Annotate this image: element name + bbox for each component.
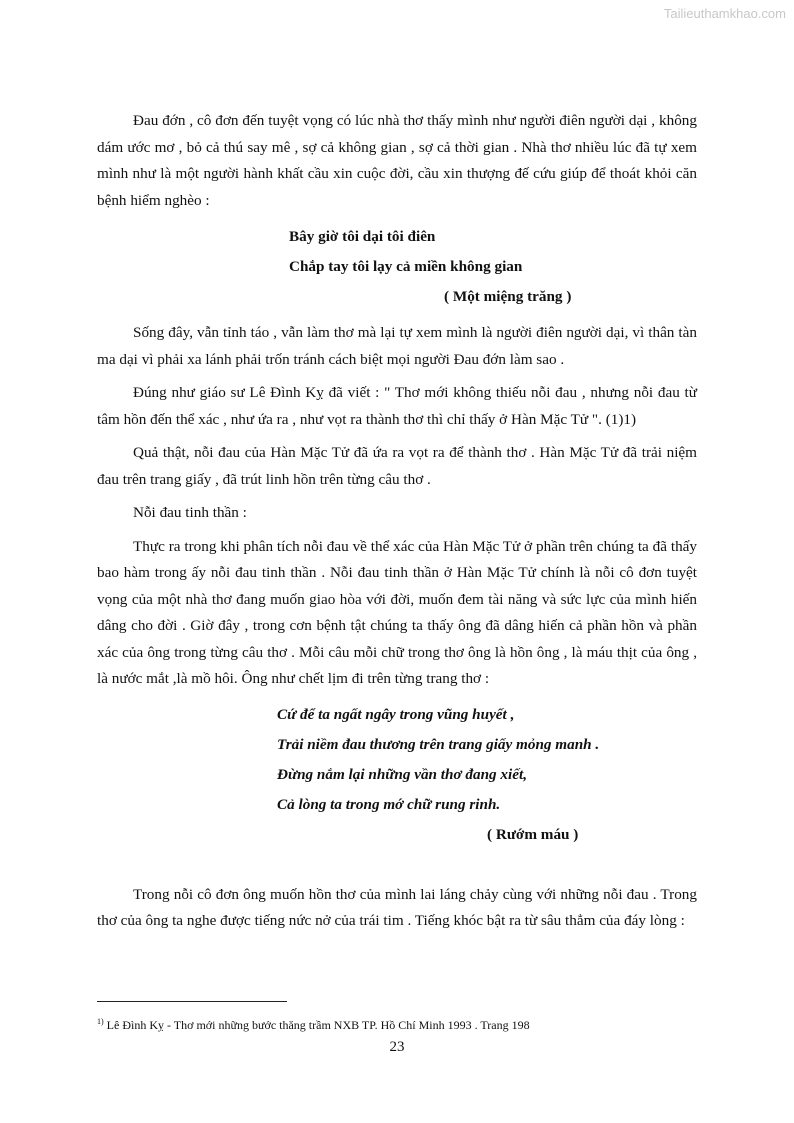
footnote-marker: 1) xyxy=(97,1017,104,1026)
footnote xyxy=(97,1014,530,1033)
paragraph: Đúng như giáo sư Lê Đình Kỵ đã viết : " Thơ mới không thiếu nỗi đau , nhưng nỗi đau từ tâm hồn đến thể xác , như ứa ra , như vọt ra thành thơ thì chỉ thấy ở Hàn Mặc Tử ". (1)1) xyxy=(97,384,697,428)
paragraph: Trong nỗi cô đơn ông muốn hồn thơ của mình lai láng chảy cùng với những nỗi đau . Trong thơ của ông ta nghe được tiếng nức nở của trái tim . Tiếng khóc bật ra từ sâu thẳm của đáy lòng : xyxy=(97,885,697,929)
paragraph: Đau đớn , cô đơn đến tuyệt vọng có lúc nhà thơ thấy mình như người điên người dại , không dám ước mơ , bỏ cả thú say mê , sợ cả không gian , sợ cả thời gian . Nhà thơ nhiều lúc đã tự xem mình như là một người hành khất cầu xin cuộc đời, cầu xin thượng đế cứu giúp để thoát khỏi căn bệnh hiểm nghèo : xyxy=(97,112,697,209)
poem-line: Trải niềm đau thương trên trang giấy mỏng manh . xyxy=(277,735,600,753)
page-number: 23 xyxy=(389,1039,405,1055)
watermark: Tailieuthamkhao.com xyxy=(663,6,786,21)
paragraph: Sống đây, vẫn tỉnh táo , vẫn làm thơ mà lại tự xem mình là người điên người dại, vì thân tàn ma dại vì phải xa lánh phải trốn tránh cách biệt mọi người Đau đớn làm sao . xyxy=(97,324,697,368)
poem-source: ( Một miệng trăng ) xyxy=(444,288,572,305)
page-body xyxy=(97,108,697,942)
poem-line: Đừng nắm lại những vần thơ đang xiết, xyxy=(277,765,528,783)
section-heading: Nỗi đau tinh thần : xyxy=(133,504,247,521)
poem-line: Chắp tay tôi lạy cả miền không gian xyxy=(289,258,523,275)
poem-source: ( Rướm máu ) xyxy=(487,825,579,843)
poem-line: Cứ để ta ngất ngây trong vũng huyết , xyxy=(277,705,515,723)
paragraph: Thực ra trong khi phân tích nỗi đau về thể xác của Hàn Mặc Tử ở phần trên chúng ta đã thấy bao hàm trong ấy nỗi đau tinh thần . Nỗi đau tinh thần ở Hàn Mặc Tử chính là nỗi cô đơn tuyệt vọng của một nhà thơ đang muốn giao hòa với đời, muốn đem tài năng và sức lực của mình hiến dâng cho đời . Giờ đây , trong cơn bệnh tật chúng ta thấy ông đã dâng hiến cả phần hồn và phần xác của ông trong từng câu thơ . Mỗi câu mỗi chữ trong thơ ông là hồn ông , là máu thịt của ông , là nước mắt ,là mồ hôi. Ông như chết lịm đi trên từng trang thơ : xyxy=(97,537,697,687)
footnote-text: Lê Đình Kỵ - Thơ mới những bước thăng trầm NXB TP. Hồ Chí Minh 1993 . Trang 198 xyxy=(103,1018,530,1032)
paragraph: Quả thật, nỗi đau của Hàn Mặc Tử đã ứa ra vọt ra để thành thơ . Hàn Mặc Tử đã trải niệm đau trên trang giấy , đã trút linh hồn trên từng câu thơ . xyxy=(97,444,697,488)
footnote-divider xyxy=(97,1001,287,1002)
poem-line: Bây giờ tôi dại tôi điên xyxy=(289,228,436,245)
poem-line: Cả lòng ta trong mớ chữ rung rinh. xyxy=(277,795,501,813)
